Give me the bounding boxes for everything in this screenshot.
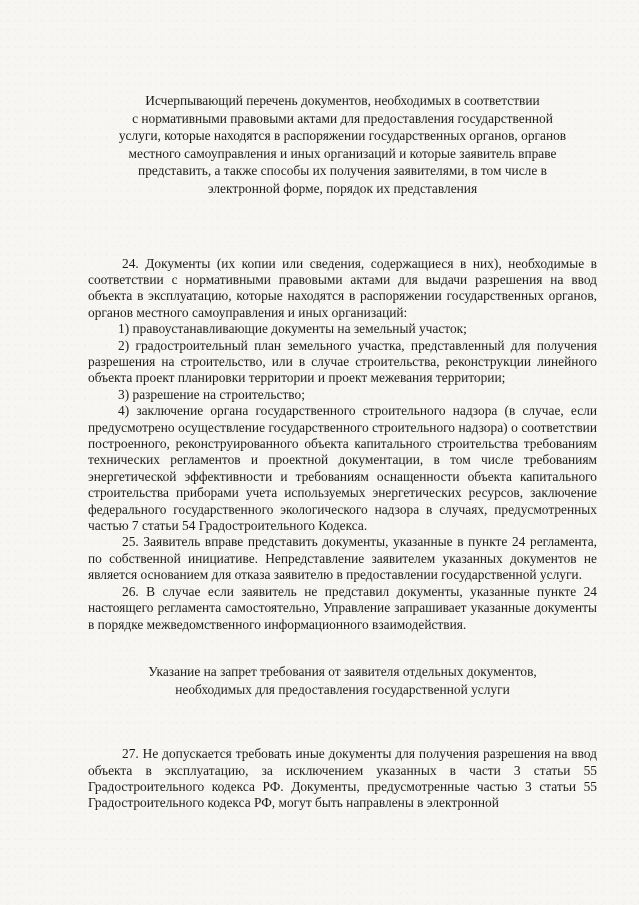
title-line: Указание на запрет требования от заявителя отдельных документов, bbox=[148, 663, 537, 679]
title-line: с нормативными правовыми актами для предоставления государственной bbox=[132, 110, 553, 126]
paragraph-26: 26. В случае если заявитель не представил документы, указанные пункте 24 настоящего регламента самостоятельно, Управление запрашивает указанные документы в порядке межведомственного информационного взаимодействия. bbox=[88, 583, 597, 632]
paragraph-24: 24. Документы (их копии или сведения, содержащиеся в них), необходимые в соответствии с нормативными правовыми актами для выдачи разрешения на ввод объекта в эксплуатацию, которые находятся в распоряжении государственных органов, органов местного самоуправления и иных организаций: bbox=[88, 255, 597, 320]
section-title-prohibition bbox=[88, 663, 597, 698]
list-item-1: 1) правоустанавливающие документы на земельный участок; bbox=[118, 321, 467, 337]
title-line: местного самоуправления и иных организаций и которые заявитель вправе bbox=[128, 145, 557, 161]
list-item-3: 3) разрешение на строительство; bbox=[118, 386, 305, 402]
title-line: услуги, которые находятся в распоряжении государственных органов, органов bbox=[118, 128, 567, 144]
paragraph-25: 25. Заявитель вправе представить документы, указанные в пункте 24 регламента, по собственной инициативе. Непредставление заявителем указанных документов не является основанием для отказа заявителю в предоставлении государственной услуги. bbox=[88, 534, 597, 583]
list-item-2: 2) градостроительный план земельного участка, представленный для получения разрешения на строительство, или в случае строительства, реконструкции линейного объекта проект планировки территории и проект межевания территории; bbox=[88, 337, 597, 386]
title-line: электронной форме, порядок их представления bbox=[207, 180, 478, 196]
title-line: Исчерпывающий перечень документов, необходимых в соответствии bbox=[145, 93, 540, 108]
title-line: представить, а также способы их получения заявителями, в том числе в bbox=[138, 163, 547, 179]
list-item-4: 4) заключение органа государственного строительного надзора (в случае, если предусмотрено осуществление государственного строительного надзора) о соответствии построенного, реконструированного объекта капитального строительства требованиям технических регламентов и проектной документации, в том числе требованиям энергетической эффективности и требованиям оснащенности объекта капитального строительства приборами учета используемых энергетических ресурсов, заключение федерального государственного экологического надзора в случаях, предусмотренных частью 7 статьи 54 Градостроительного Кодекса. bbox=[88, 403, 597, 534]
title-line: необходимых для предоставления государственной услуги bbox=[175, 681, 510, 697]
paragraph-27: 27. Не допускается требовать иные документы для получения разрешения на ввод объекта в эксплуатацию, за исключением указанных в части 3 статьи 55 Градостроительного кодекса РФ. Документы, предусмотренные частью 3 статьи 55 Градостроительного кодекса РФ, могут быть направлены в электронной bbox=[88, 746, 597, 811]
section-title-document-list bbox=[88, 92, 597, 198]
